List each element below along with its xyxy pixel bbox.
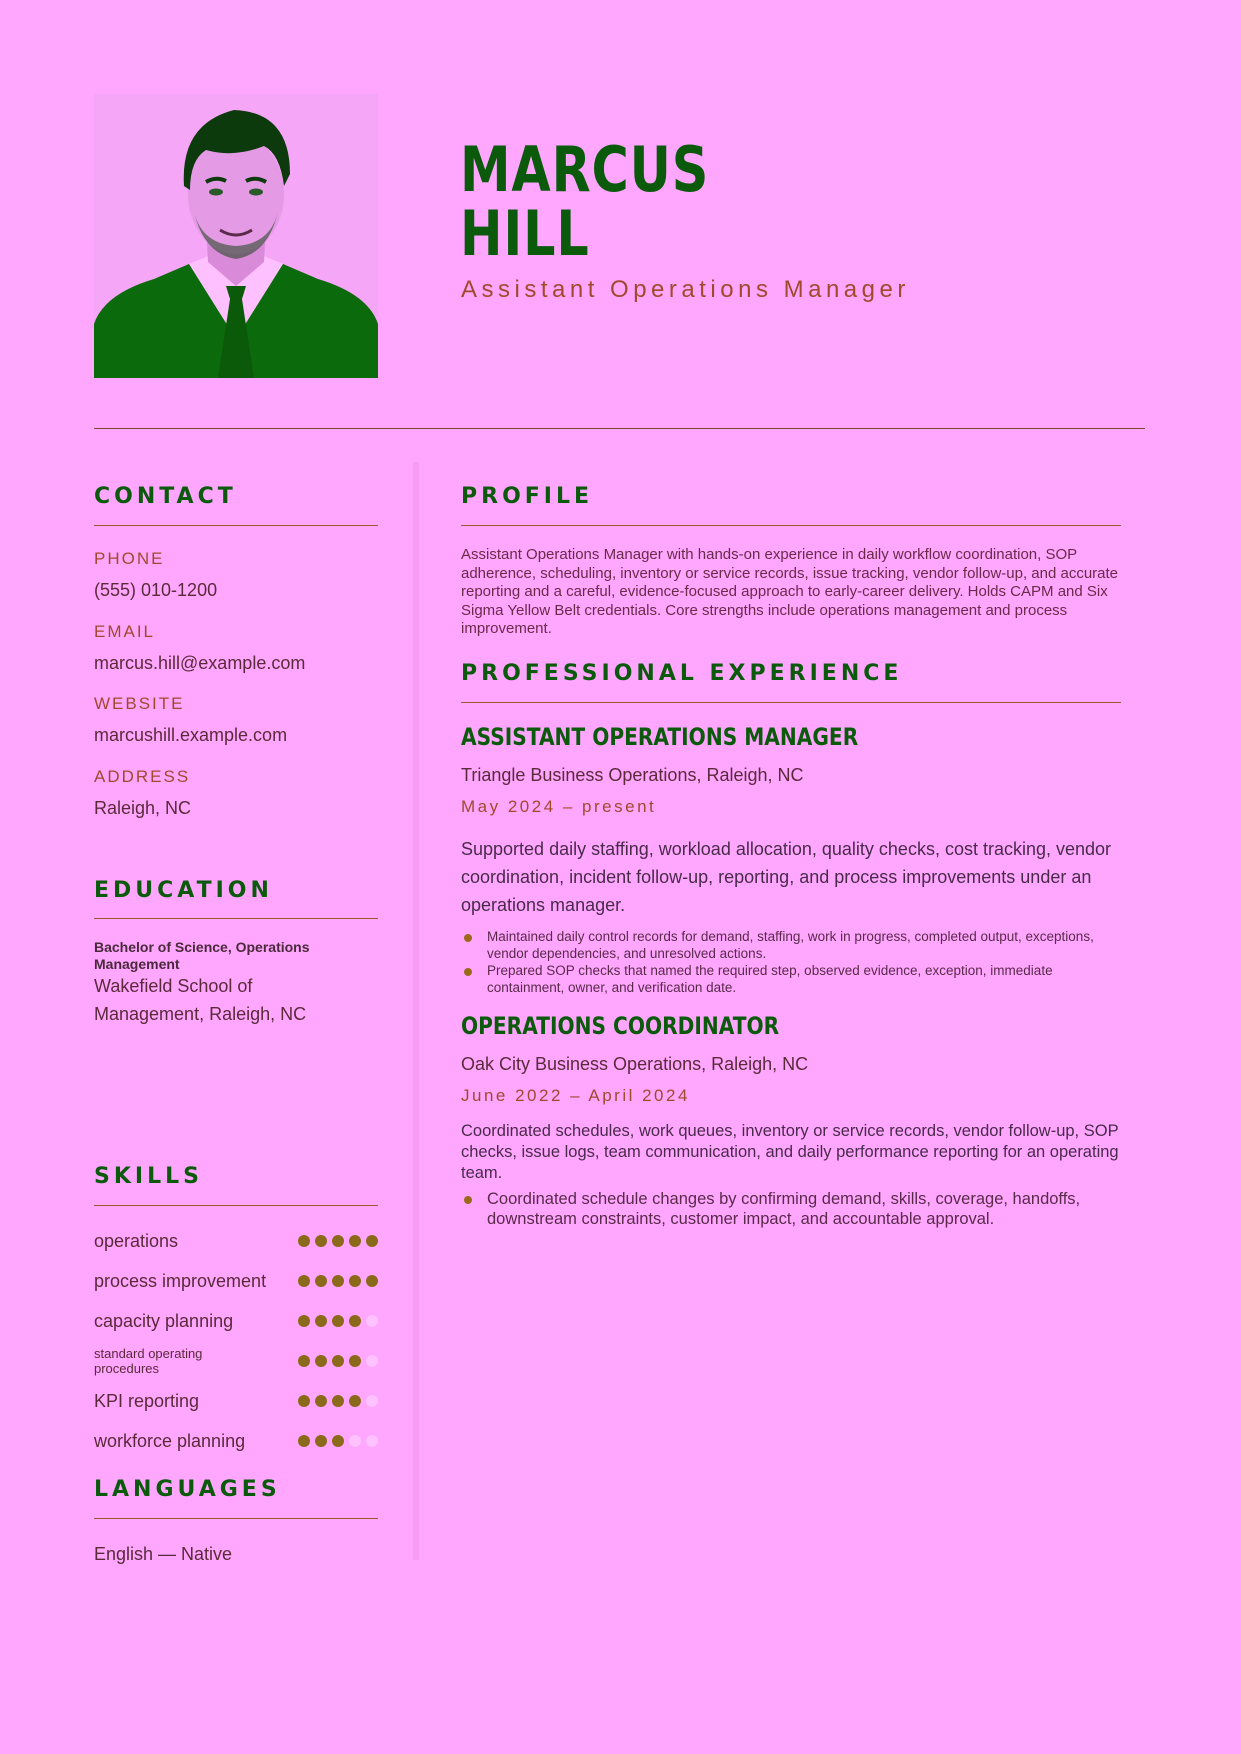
job-description: Coordinated schedules, work queues, inventory or service records, vendor follow-up, SOP checks, issue logs, team communication, and daily performance reporting for an operating team.: [461, 1122, 1119, 1182]
rating-dot-filled: [349, 1315, 361, 1327]
job-description: Supported daily staffing, workload allocation, quality checks, cost tracking, vendor coordination, incident follow-up, reporting, and process improvements under an operations manager.: [461, 839, 1112, 915]
rating-dot-filled: [332, 1395, 344, 1407]
last-name: HILL: [460, 197, 590, 270]
skill-name: KPI reporting: [94, 1390, 200, 1411]
skills-heading: SKILLS: [94, 1164, 203, 1189]
skill-rating: [298, 1355, 378, 1367]
rating-dot-filled: [349, 1275, 361, 1287]
skill-name: process improvement: [94, 1270, 267, 1291]
languages-rule: [94, 1518, 378, 1519]
rating-dot-filled: [315, 1315, 327, 1327]
skill-row: [94, 1266, 378, 1296]
job-bullet: Maintained daily control records for demand, staffing, work in progress, completed output, exceptions, vendor dependencies, and unresolved actions.: [461, 928, 1116, 962]
skill-rating: [298, 1275, 378, 1287]
contact-label-phone: PHONE: [94, 549, 165, 568]
rating-dot-empty: [366, 1435, 378, 1447]
skill-name: operations: [94, 1230, 179, 1251]
rating-dot-filled: [349, 1395, 361, 1407]
rating-dot-filled: [315, 1275, 327, 1287]
rating-dot-filled: [315, 1435, 327, 1447]
rating-dot-filled: [298, 1315, 310, 1327]
sidebar-divider: [413, 462, 419, 1560]
job-dates: May 2024 – present: [461, 797, 657, 816]
rating-dot-empty: [366, 1315, 378, 1327]
skills-rule: [94, 1205, 378, 1206]
skill-rating: [298, 1315, 378, 1327]
job-company: Oak City Business Operations, Raleigh, NC: [461, 1054, 809, 1074]
profile-heading: PROFILE: [461, 484, 594, 509]
experience-rule: [461, 702, 1121, 703]
contact-rule: [94, 525, 378, 526]
job-bullet: Coordinated schedule changes by confirming demand, skills, coverage, handoffs, downstream constraints, customer impact, and accountable approval.: [461, 1189, 1116, 1229]
job-title: ASSISTANT OPERATIONS MANAGER: [461, 723, 859, 751]
education-rule: [94, 918, 378, 919]
rating-dot-filled: [332, 1435, 344, 1447]
skill-row: [94, 1386, 378, 1416]
job-dates: June 2022 – April 2024: [461, 1086, 690, 1105]
skill-row: [94, 1226, 378, 1256]
rating-dot-filled: [298, 1235, 310, 1247]
job-bullets: [461, 928, 1116, 996]
rating-dot-empty: [366, 1395, 378, 1407]
contact-label-website: WEBSITE: [94, 694, 185, 713]
contact-value-email[interactable]: marcus.hill@example.com: [94, 653, 306, 673]
rating-dot-filled: [298, 1355, 310, 1367]
job-title: OPERATIONS COORDINATOR: [461, 1012, 780, 1040]
skill-name: workforce planning: [94, 1430, 246, 1451]
rating-dot-filled: [366, 1275, 378, 1287]
skill-rating: [298, 1235, 378, 1247]
profile-summary: Assistant Operations Manager with hands-on experience in daily workflow coordination, SOP adherence, scheduling, inventory or service records, issue tracking, vendor follow-up, and accurate reporting and a careful, evidence-focused approach to early-career delivery. Holds CAPM and Six Sigma Yellow Belt credentials. Core strengths include operations management and process improvement.: [461, 546, 1119, 637]
contact-label-email: EMAIL: [94, 622, 156, 641]
education-degree: Bachelor of Science, Operations Management: [94, 939, 310, 972]
rating-dot-filled: [315, 1355, 327, 1367]
rating-dot-filled: [332, 1235, 344, 1247]
rating-dot-filled: [315, 1235, 327, 1247]
person-title: Assistant Operations Manager: [461, 276, 910, 303]
languages-heading: LANGUAGES: [94, 1477, 281, 1502]
rating-dot-filled: [349, 1235, 361, 1247]
skill-row: [94, 1346, 378, 1376]
job-bullet: Prepared SOP checks that named the required step, observed evidence, exception, immediate containment, owner, and verification date.: [461, 962, 1116, 996]
job-bullets: [461, 1189, 1116, 1229]
rating-dot-empty: [366, 1355, 378, 1367]
experience-heading: PROFESSIONAL EXPERIENCE: [461, 661, 903, 686]
skill-rating: [298, 1395, 378, 1407]
rating-dot-filled: [349, 1355, 361, 1367]
first-name: MARCUS: [460, 133, 710, 206]
profile-rule: [461, 525, 1121, 526]
profile-photo: [94, 94, 378, 378]
skill-row: [94, 1426, 378, 1456]
rating-dot-filled: [332, 1355, 344, 1367]
rating-dot-filled: [366, 1235, 378, 1247]
header-divider: [94, 428, 1145, 429]
contact-value-website[interactable]: marcushill.example.com: [94, 725, 288, 745]
contact-value-address: Raleigh, NC: [94, 798, 192, 818]
skill-name: capacity planning: [94, 1310, 234, 1331]
rating-dot-filled: [332, 1275, 344, 1287]
person-name: [460, 133, 710, 270]
rating-dot-filled: [298, 1395, 310, 1407]
skill-rating: [298, 1435, 378, 1447]
contact-heading: CONTACT: [94, 484, 237, 509]
job-company: Triangle Business Operations, Raleigh, NC: [461, 765, 804, 785]
contact-value-phone[interactable]: (555) 010-1200: [94, 580, 218, 600]
skill-row: [94, 1306, 378, 1336]
education-heading: EDUCATION: [94, 878, 273, 903]
rating-dot-empty: [349, 1435, 361, 1447]
rating-dot-filled: [298, 1435, 310, 1447]
rating-dot-filled: [298, 1275, 310, 1287]
language-item: English — Native: [94, 1544, 233, 1564]
contact-label-address: ADDRESS: [94, 767, 191, 786]
skill-name: standard operating procedures: [94, 1346, 203, 1376]
education-school: Wakefield School of Management, Raleigh, NC: [94, 976, 307, 1024]
rating-dot-filled: [315, 1395, 327, 1407]
rating-dot-filled: [332, 1315, 344, 1327]
